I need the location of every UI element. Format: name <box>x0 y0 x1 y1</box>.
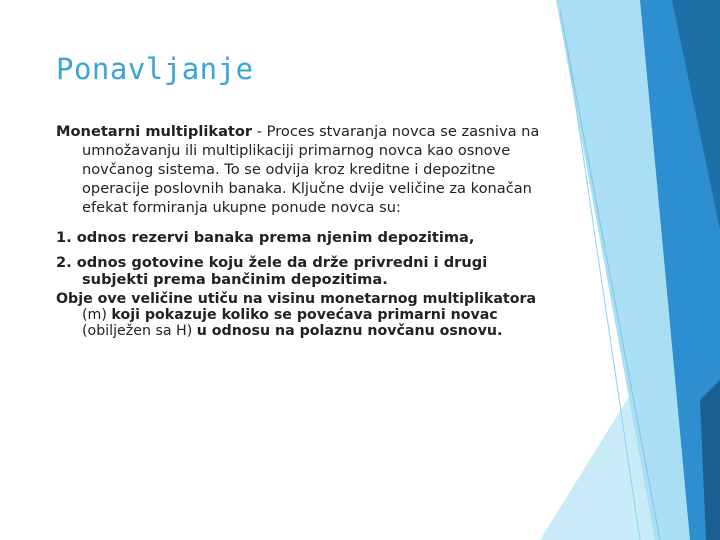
conclusion-bold-3: u odnosu na polaznu novčanu osnovu. <box>196 322 503 339</box>
slide-title: Ponavljanje <box>56 52 254 86</box>
list-item-currency-ratio: 2. odnos gotovine koju žele da drže privredni i drugi subjekti prema bančinim depozitima. <box>56 253 488 288</box>
paragraph-conclusion <box>56 292 546 340</box>
list-item-reserves-ratio: 1. odnos rezervi banaka prema njenim depozitima, <box>56 228 475 246</box>
definition-text: - Proces stvaranja novca se zasniva na umnožavanju ili multiplikaciji primarnog novca kao osnove novčanog sistema. To se odvija kroz kreditne i depozitne operacije poslovnih banaka. Ključne dvije veličine za konačan efekat formiranja ukupne ponude novca su: <box>82 123 540 217</box>
term-monetary-multiplier: Monetarni multiplikator <box>56 123 253 140</box>
slide-body <box>56 122 546 340</box>
conclusion-normal-2: (obilježen sa H) <box>82 322 197 339</box>
paragraph-definition <box>56 122 546 218</box>
conclusion-normal-1: (m) <box>82 307 112 323</box>
conclusion-bold-1: Obje ove veličine utiču na visinu monetarnog multiplikatora <box>56 291 537 308</box>
conclusion-bold-2: koji pokazuje koliko se povećava primarni novac <box>111 307 498 323</box>
